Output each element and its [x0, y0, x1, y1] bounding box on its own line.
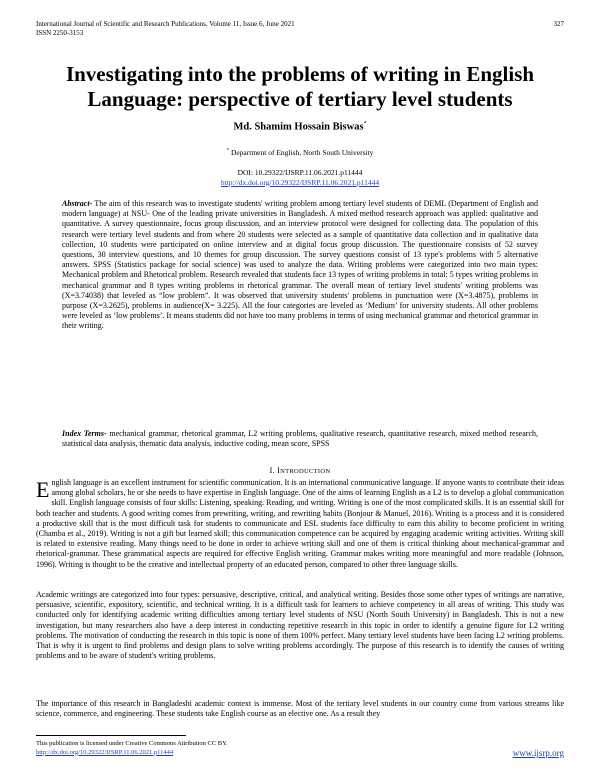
- footer-rule: [36, 735, 186, 736]
- footer-license: [36, 740, 228, 757]
- author-name: Md. Shamim Hossain Biswas: [233, 121, 364, 133]
- author-mark: *: [363, 121, 367, 127]
- section-number: I.: [269, 466, 275, 475]
- abstract: [62, 199, 538, 332]
- abstract-label: Abstract-: [62, 199, 93, 208]
- section-title: [277, 466, 330, 475]
- paragraph-1: [36, 478, 564, 570]
- index-terms-label: Index Terms-: [62, 429, 107, 438]
- author: [36, 121, 564, 133]
- index-terms-text: mechanical grammar, rhetorical grammar, L2 writing problems, qualitative research, quantitative research, mixed method research, statistical data analysis, thematic data analysis, inductive coding, mean score, SPSS: [62, 429, 539, 449]
- doi-block: [36, 168, 564, 187]
- abstract-text: The aim of this research was to investigate students' writing problem among tertiary level students of DEML (Department of English and modern language) at NSU- One of the leading private universities in Bangladesh. A mixed method research approach was applied: qualitative and quantitative. A survey questionnaire, focus group discussion, and an interview protocol were designed for collecting data. The population of this research were tertiary level students and from where 20 students were selected as a sample of quantitative data collection and in qualitative data collection, 10 students were participated on online interview and at digital focus group discussion. The questionnaire consists of 52 survey questions, 30 interview questions, and 10 themes for group discussion. The survey questions consist of 13 type's problems with 5 alternative answers. SPSS (Statistics package for social science) was used to analyze the data. Writing problems were categorized into two main types: Mechanical problem and Rhetorical problem. Research revealed that students face 13 types of writing problems in total: 5 types writing problems in mechanical grammar and 8 types writing problems in rhetorical grammar. The overall mean of tertiary level students' writing problems was (X=3.74038) that leveled as “low problem”. It was observed that university students' problems in punctuation were (X=3.4875), problems in purpose (X=3.2625), problems in audience(X= 3.225). All the four categories are leveled as ‘Medium’ for university students. All other problems were leveled as ‘low problems’. It means students did not have too many problems in terms of using mechanical grammar and rhetorical grammar in their writing.: [62, 199, 539, 331]
- website-link[interactable]: www.ijsrp.org: [512, 748, 564, 758]
- index-terms: [62, 429, 538, 449]
- doi-text: DOI: 10.29322/IJSRP.11.06.2021.p11444: [237, 168, 363, 177]
- paragraph-3: The importance of this research in Bangladeshi academic context is immense. Most of the tertiary level students in our country come from various streams like science, commerce, and engineering. These students take English course as an elective one. As a result they: [36, 699, 564, 719]
- paragraph-1-text: nglish language is an excellent instrument for scientific communication. It is an international communicative language. If anyone wants to contribute their ideas among global scholars, he or she needs to have expertise in English language. One of the aims of learning English as a L2 is to develop a global communication skill. English language consists of four skills: Listening, speaking. Reading, and writing. Writing is one of the most complicated skills. It is an essential skill for both teacher and students. A good writing comes from prewriting, writing, and rewriting habits (Bonjour & Manuel, 2016). Writing is a process and it is considered a productive skill that is the most difficult task for students to communicate and ESL students face difficulty to earn this ability to become proficient in writing (Chamba et al., 2019). Writing is not a gift but learned skill; this communication competence can be acquired by engaging academic writing activities. Writing skill is related to extensive reading. Many things need to be done in order to achieve writing skill and one of them is critical thinking about mechanical-grammar and rhetorical-grammar. These grammatical aspects are required for effective English writing. Grammar makes writing more meaningful and more readable (Johnson, 1996). Writing is thought to be the creative and intellectual property of an educated person, compared to other three language skills.: [36, 478, 564, 569]
- affiliation: [36, 148, 564, 157]
- license-text: This publication is licensed under Creative Commons Attribution CC BY.: [36, 740, 228, 747]
- doi-link[interactable]: http://dx.doi.org/10.29322/IJSRP.11.06.2021.p11444: [220, 177, 380, 187]
- section-title-rest: NTRODUCTION: [280, 468, 331, 475]
- issn: ISSN 2250-3153: [36, 29, 84, 37]
- section-heading: [36, 466, 564, 475]
- paragraph-2: Academic writings are categorized into four types: persuasive, descriptive, critical, and analytical writing. Besides those some other types of writings are narrative, persuasive, scientific, expository, scientific, and technical writing. It is a difficult task for learners to achieve competency in all areas of writing. This study was conducted only for identifying academic writing difficulties among tertiary level students of NSU (North South University) in Bangladesh. This is not a new investigation, but many researchers also have a deep interest in conducting repetitive research in this topic in order to identify a genuine figure for L2 writing problems. The motivation of conducting the research in this topic is none of them 100% perfect. Many tertiary level students have been facing L2 writing problems. That is why it is urgent to find problems and design plans to solve writing problems accordingly. The purpose of this research is to identify the causes of writing problems and to be aware of student's writing problems.: [36, 590, 564, 661]
- affiliation-text: Department of English, North South University: [230, 148, 374, 157]
- paper-title: Investigating into the problems of writing in English Language: perspective of tertiary level students: [65, 62, 535, 111]
- affiliation-mark: *: [226, 148, 230, 154]
- journal-name: International Journal of Scientific and Research Publications, Volume 11, Issue 6, June 2021: [36, 20, 295, 28]
- section-title-initial: I: [277, 466, 281, 475]
- running-header: [36, 20, 564, 38]
- page-number: 327: [553, 20, 564, 28]
- drop-cap: E: [36, 477, 50, 502]
- footer-doi-link[interactable]: http://dx.doi.org/10.29322/IJSRP.11.06.2021.p11444: [36, 748, 174, 756]
